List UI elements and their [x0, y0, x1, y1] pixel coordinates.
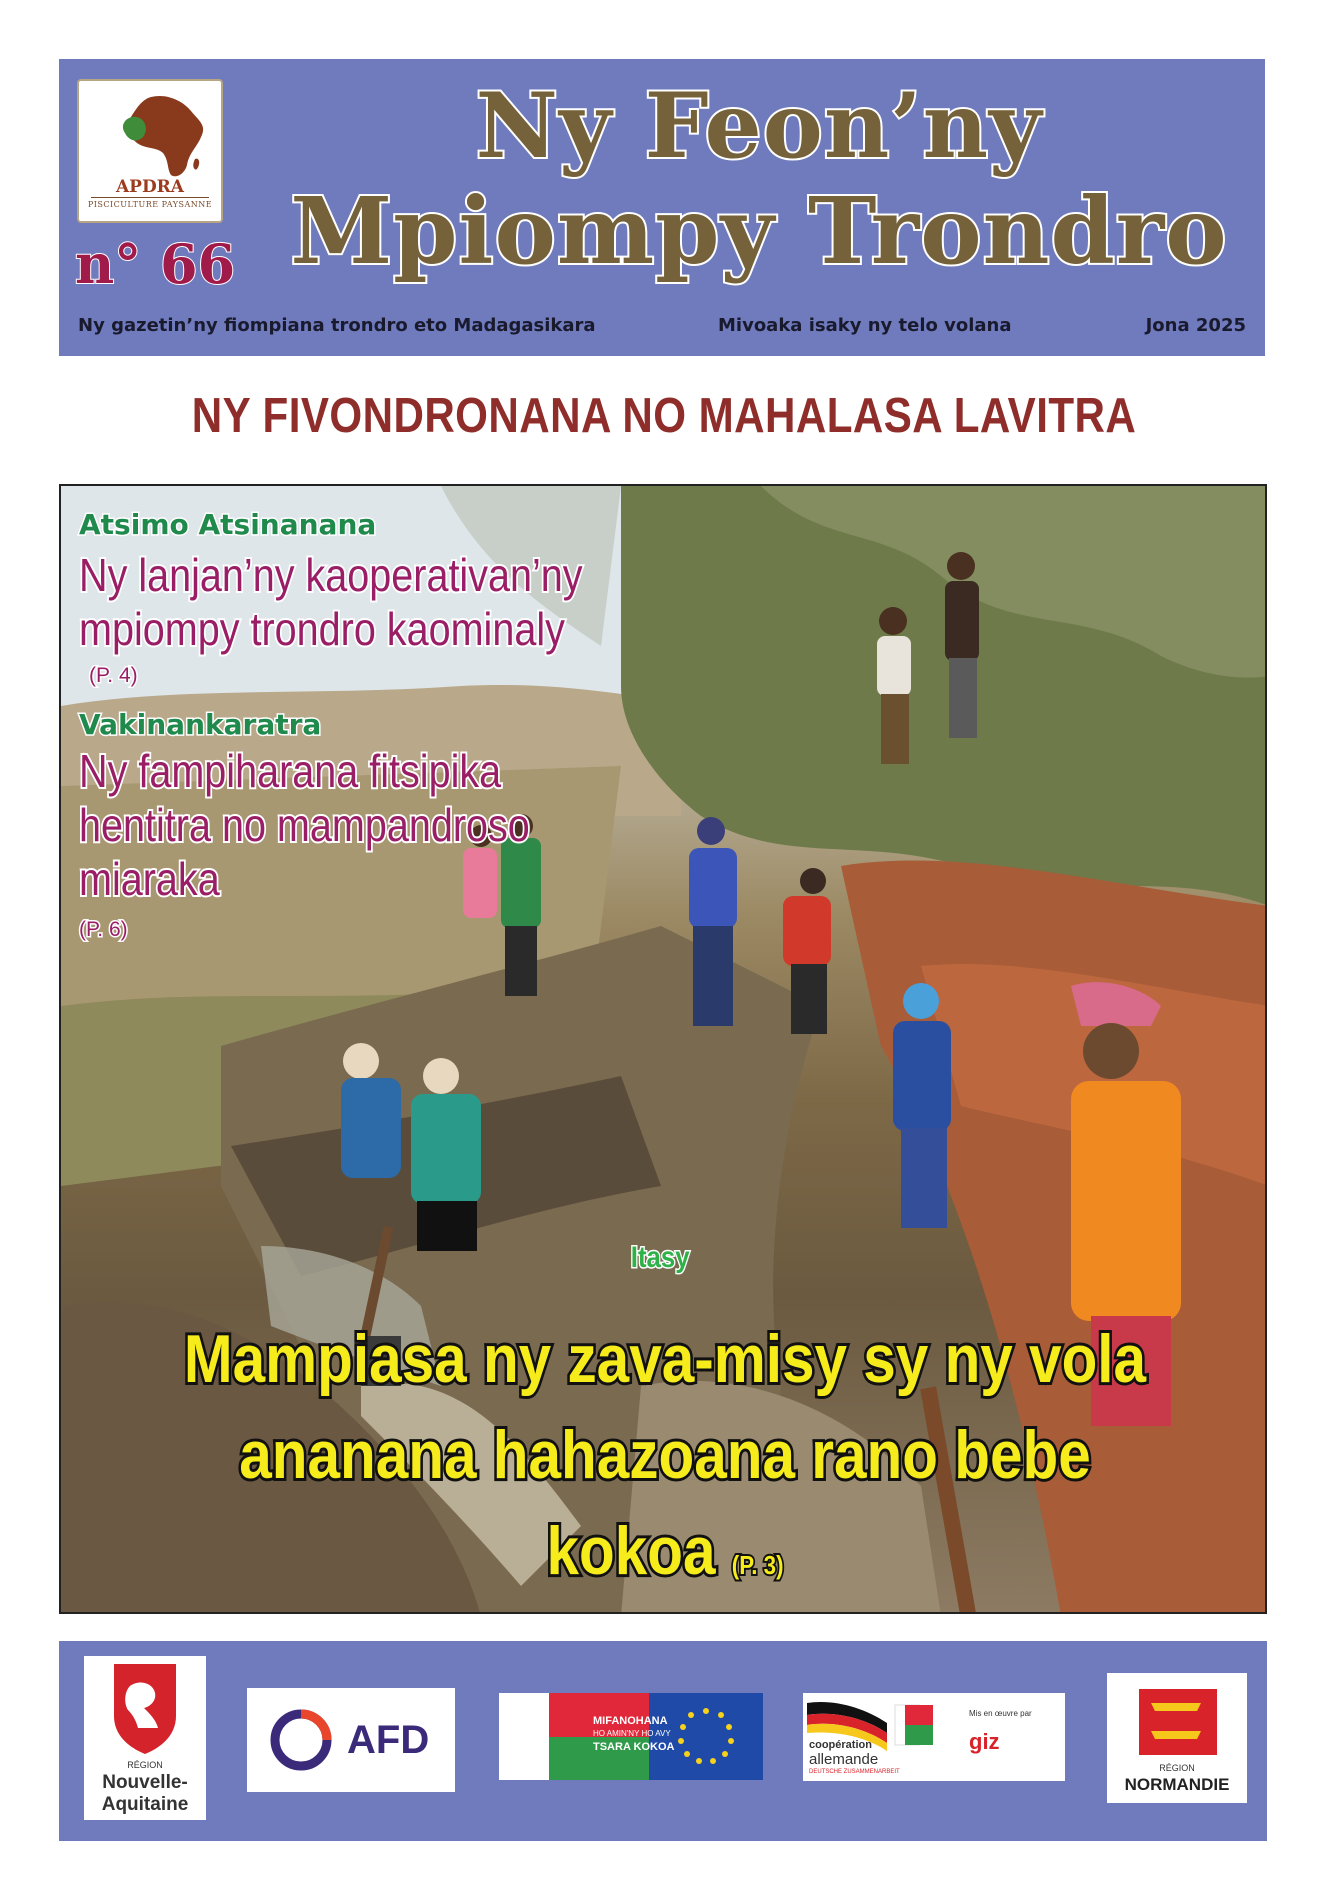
logo-nouvelle-aquitaine: [84, 1656, 206, 1820]
normandie-label: NORMANDIE: [1124, 1775, 1230, 1794]
masthead: [59, 59, 1265, 356]
issue-date: Jona 2025: [1145, 315, 1246, 336]
apdra-logo: [77, 79, 223, 223]
article-1-title[interactable]: [79, 548, 583, 656]
logo-divider: [91, 197, 209, 198]
giz-label-4: Mis en œuvre par: [969, 1709, 1032, 1718]
article-2-title-line-1: Ny fampiharana fitsipika: [79, 745, 502, 797]
tagline: Ny gazetin’ny fiompiana trondro eto Madagasikara: [78, 315, 596, 336]
giz-label-2: allemande: [809, 1751, 879, 1768]
logo-normandie: [1107, 1673, 1247, 1803]
logo-subtitle: PISCICULTURE PAYSANNE: [87, 200, 213, 209]
partner-logos: [59, 1641, 1267, 1841]
feature-title[interactable]: [61, 1311, 1267, 1613]
logo-eu-madagascar: [499, 1693, 763, 1780]
article-2-title-line-2: hentitra no mampandroso: [79, 799, 530, 851]
feature-title-line-3: kokoa: [546, 1513, 716, 1589]
article-2-page: (P. 6): [79, 918, 128, 941]
article-2-title[interactable]: [79, 744, 530, 906]
title-line-2: Mpiompy Trondro: [290, 177, 1228, 285]
frequency: Mivoaka isaky ny telo volana: [718, 315, 1012, 336]
eu-label-2: HO AMIN'NY HO AVY: [593, 1729, 671, 1738]
main-headline: NY FIVONDRONANA NO MAHALASA LAVITRA: [191, 389, 1137, 443]
article-1-title-line-1: Ny lanjan’ny kaoperativan’ny: [79, 549, 583, 601]
eu-label-3: TSARA KOKOA: [593, 1741, 675, 1753]
na-region-label: RÉGION: [127, 1760, 163, 1770]
na-label-1: Nouvelle-: [102, 1772, 188, 1793]
region-label-vakinankaratra: Vakinankaratra: [79, 708, 322, 741]
giz-label-1: coopération: [809, 1739, 872, 1751]
feature-title-line-3-wrap: [146, 1503, 1185, 1613]
article-1-title-line-2: mpiompy trondro kaominaly: [79, 603, 565, 655]
issue-number: n° 66: [75, 232, 236, 296]
feature-title-line-2: ananana hahazoana rano bebe: [239, 1417, 1091, 1493]
article-2-title-line-3: miaraka: [79, 853, 220, 905]
cover-photo: [59, 484, 1267, 1614]
logo-name: APDRA: [115, 177, 185, 197]
afd-label: AFD: [347, 1718, 430, 1762]
eu-label-1: MIFANOHANA: [593, 1715, 668, 1727]
logo-giz: [803, 1693, 1065, 1781]
article-1-page: (P. 4): [89, 664, 138, 687]
feature-title-line-1: Mampiasa ny zava-misy sy ny vola: [183, 1321, 1147, 1397]
giz-label-5: giz: [969, 1729, 1000, 1754]
normandie-region-label: RÉGION: [1159, 1763, 1195, 1773]
giz-label-3: DEUTSCHE ZUSAMMENARBEIT: [809, 1769, 900, 1775]
region-label-itasy: Itasy: [630, 1241, 690, 1274]
logo-afd: [247, 1688, 455, 1792]
na-label-2: Aquitaine: [101, 1794, 189, 1815]
region-label-atsimo: Atsimo Atsinanana: [79, 508, 377, 541]
feature-page: (P. 3): [731, 1550, 784, 1580]
title-line-1: Ny Feon’ny: [475, 73, 1043, 179]
